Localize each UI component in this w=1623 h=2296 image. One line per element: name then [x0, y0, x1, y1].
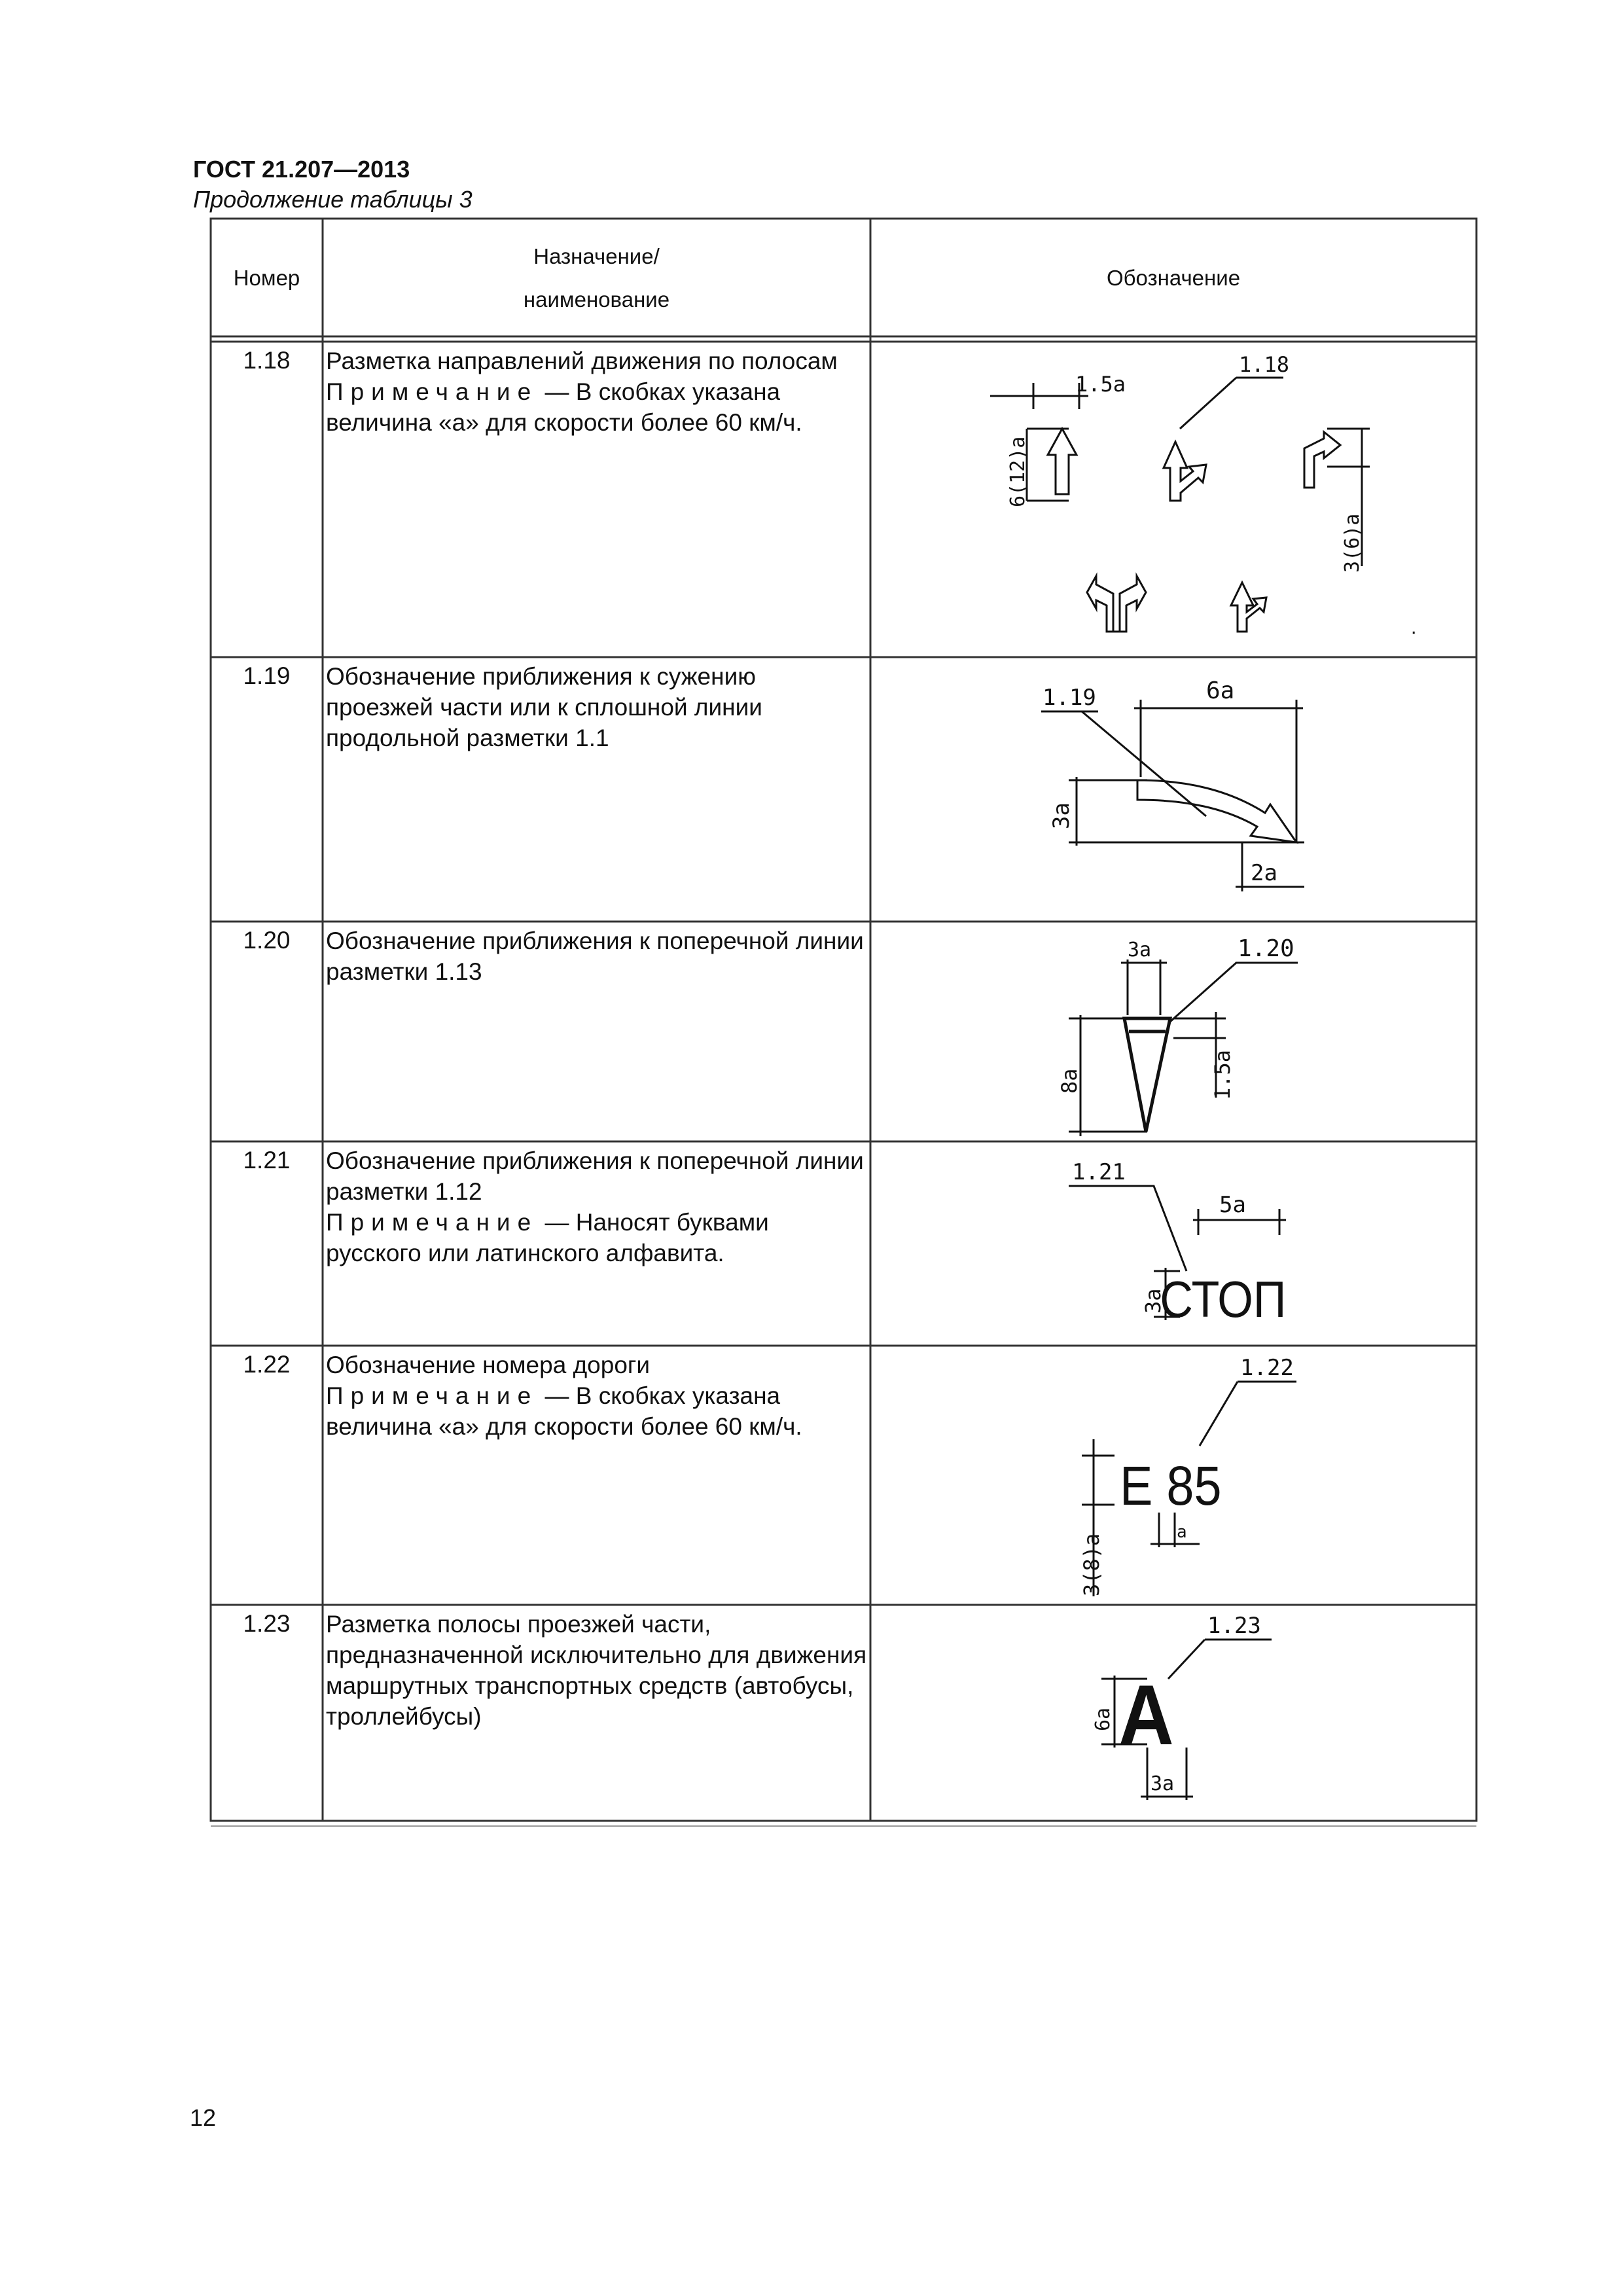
note-label: Примечание	[326, 1209, 539, 1236]
figure-label: 1.21	[1072, 1159, 1126, 1185]
row-description: Разметка полосы проезжей части, предназначенной исключительно для движения маршрутных транспортных средств (автобусы, троллейбусы)	[326, 1611, 867, 1730]
narrowing-arrow-icon	[1137, 780, 1296, 842]
note-label: Примечание	[326, 1382, 539, 1409]
arrow-straight-right-icon	[1164, 442, 1206, 501]
row-number: 1.21	[243, 1147, 291, 1174]
figure-label: 1.18	[1239, 352, 1290, 377]
figure-1-20	[872, 924, 1474, 1139]
dim-label: 8a	[1057, 1068, 1082, 1094]
svg-text:·: ·	[1409, 624, 1419, 642]
row-description: Обозначение приближения к поперечной линии разметки 1.13	[326, 927, 864, 985]
dim-label: 3a	[1128, 939, 1152, 961]
figure-1-18	[872, 344, 1474, 655]
bus-lane-letter: A	[1118, 1668, 1174, 1763]
table-caption: Продолжение таблицы 3	[193, 186, 473, 213]
dim-label: 3(6)a	[1341, 513, 1364, 573]
dim-label: 1.5a	[1210, 1049, 1235, 1100]
figure-1-23	[872, 1607, 1474, 1819]
header-purpose: Назначение/ наименование	[523, 244, 670, 312]
row-number: 1.20	[243, 927, 291, 954]
dim-label: 2a	[1251, 860, 1277, 886]
dim-label: 3a	[1048, 802, 1075, 829]
dim-label: a	[1177, 1522, 1187, 1542]
figure-1-19	[872, 659, 1474, 920]
figure-1-21	[872, 1143, 1474, 1344]
stop-word: СТОП	[1160, 1270, 1287, 1328]
dim-label: 6a	[1206, 677, 1235, 704]
figure-1-22	[872, 1348, 1474, 1603]
dim-label: 3a	[1150, 1772, 1175, 1795]
road-number: E 85	[1120, 1455, 1222, 1516]
row-number: 1.19	[243, 662, 291, 689]
header-designation: Обозначение	[1106, 266, 1241, 290]
figure-label: 1.23	[1207, 1613, 1261, 1639]
note-label: Примечание	[326, 378, 539, 405]
dim-label: 6a	[1092, 1707, 1115, 1731]
dim-label: 1.5a	[1075, 372, 1126, 397]
row-description: Обозначение приближения к сужению проезжей части или к сплошной линии продольной разметки 1.1	[326, 663, 762, 751]
document-title: ГОСТ 21.207—2013	[193, 156, 410, 183]
arrow-right-turn-icon	[1304, 432, 1340, 488]
arrow-straight-right-icon	[1231, 583, 1266, 632]
dim-label: 6(12)a	[1007, 436, 1029, 507]
dim-label: 5a	[1219, 1192, 1246, 1218]
row-number: 1.22	[243, 1351, 291, 1378]
row-number: 1.23	[243, 1610, 291, 1637]
arrow-straight-icon	[1048, 429, 1077, 494]
figure-label: 1.20	[1238, 935, 1294, 962]
row-description: Разметка направлений движения по полосам Примечание — В скобках указана величина «а» для скорости более 60 км/ч.	[326, 348, 838, 436]
page-number: 12	[190, 2104, 217, 2131]
figure-label: 1.22	[1240, 1355, 1294, 1381]
dim-label: 3(8)a	[1079, 1533, 1104, 1596]
row-description: Обозначение номера дороги Примечание — В скобках указана величина «а» для скорости более 60 км/ч.	[326, 1352, 802, 1440]
triangle-mark-icon	[1124, 1018, 1170, 1132]
row-description: Обозначение приближения к поперечной линии разметки 1.12 Примечание — Наносят буквами русского или латинского алфавита.	[326, 1147, 864, 1266]
dim-label: 3a	[1141, 1288, 1166, 1314]
arrow-left-right-icon	[1087, 576, 1146, 632]
header-number: Номер	[233, 266, 300, 290]
figure-label: 1.19	[1043, 685, 1096, 711]
row-number: 1.18	[243, 347, 291, 374]
